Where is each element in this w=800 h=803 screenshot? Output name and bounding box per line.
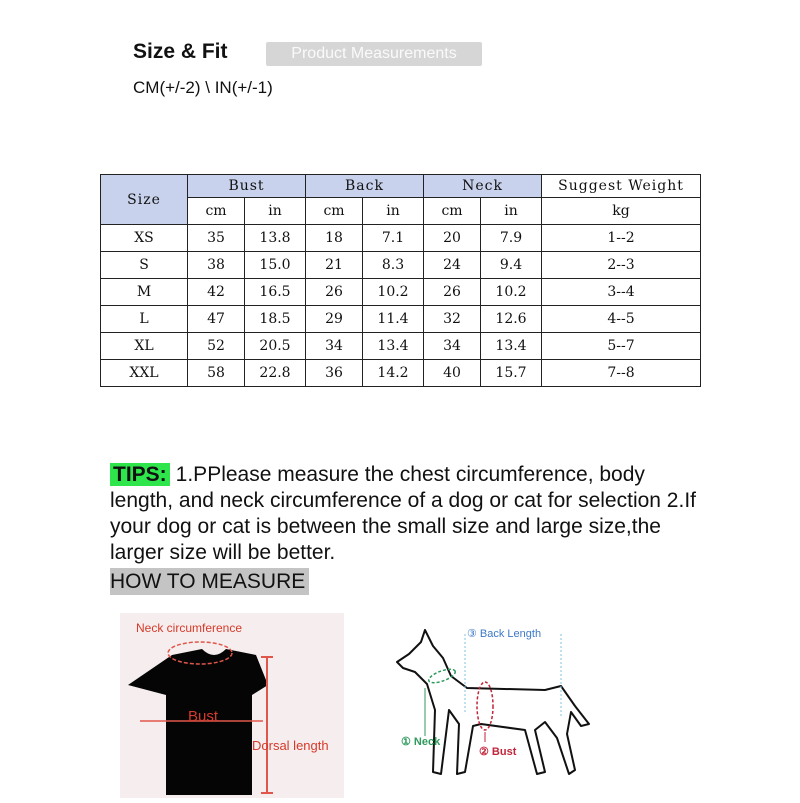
table-cell: 5--7 — [542, 333, 701, 360]
back-length-label: ③ Back Length — [467, 628, 542, 640]
table-cell: 2--3 — [542, 252, 701, 279]
table-cell: 22.8 — [245, 360, 306, 387]
table-cell: 34 — [306, 333, 363, 360]
table-cell: M — [101, 279, 188, 306]
table-cell: 42 — [188, 279, 245, 306]
table-cell: 7--8 — [542, 360, 701, 387]
table-cell: 14.2 — [363, 360, 424, 387]
table-cell: 11.4 — [363, 306, 424, 333]
unit-header: kg — [542, 198, 701, 225]
back-header: Back — [306, 175, 424, 198]
table-cell: 16.5 — [245, 279, 306, 306]
table-cell: XL — [101, 333, 188, 360]
table-cell: 3--4 — [542, 279, 701, 306]
table-row — [101, 279, 701, 306]
table-cell: 26 — [424, 279, 481, 306]
table-cell: 34 — [424, 333, 481, 360]
unit-header: in — [481, 198, 542, 225]
table-cell: 7.1 — [363, 225, 424, 252]
size-header: Size — [101, 175, 188, 225]
table-cell: 9.4 — [481, 252, 542, 279]
table-cell: 20.5 — [245, 333, 306, 360]
how-to-measure-heading: HOW TO MEASURE — [110, 568, 309, 595]
table-cell: 7.9 — [481, 225, 542, 252]
page-title: Size & Fit — [133, 40, 228, 63]
table-cell: L — [101, 306, 188, 333]
neck-label: Neck circumference — [136, 621, 243, 635]
weight-header: Suggest Weight — [542, 175, 701, 198]
unit-header: in — [245, 198, 306, 225]
table-cell: 4--5 — [542, 306, 701, 333]
unit-header: cm — [424, 198, 481, 225]
table-row — [101, 360, 701, 387]
unit-header: cm — [306, 198, 363, 225]
table-row — [101, 225, 701, 252]
table-cell: 15.0 — [245, 252, 306, 279]
table-cell: 47 — [188, 306, 245, 333]
dog-diagram-svg — [385, 614, 610, 794]
table-cell: 18 — [306, 225, 363, 252]
table-cell: 26 — [306, 279, 363, 306]
table-cell: 40 — [424, 360, 481, 387]
dog-diagram — [385, 614, 610, 794]
table-cell: 52 — [188, 333, 245, 360]
table-cell: S — [101, 252, 188, 279]
shirt-diagram — [120, 613, 344, 798]
neck-header: Neck — [424, 175, 542, 198]
units-note: CM(+/-2) \ IN(+/-1) — [133, 78, 273, 97]
table-row — [101, 333, 701, 360]
unit-header: in — [363, 198, 424, 225]
table-cell: 10.2 — [481, 279, 542, 306]
table-cell: 1--2 — [542, 225, 701, 252]
product-measurements-badge: Product Measurements — [266, 42, 482, 66]
table-cell: 15.7 — [481, 360, 542, 387]
dorsal-label: Dorsal length — [252, 738, 329, 753]
table-cell: XXL — [101, 360, 188, 387]
table-cell: 35 — [188, 225, 245, 252]
bust-label: ② Bust — [479, 746, 517, 758]
table-cell: 24 — [424, 252, 481, 279]
tips-block — [110, 462, 710, 566]
table-cell: 8.3 — [363, 252, 424, 279]
table-cell: 10.2 — [363, 279, 424, 306]
table-row — [101, 306, 701, 333]
table-cell: 58 — [188, 360, 245, 387]
tips-label: TIPS: — [110, 463, 170, 486]
neck-label: ① Neck — [401, 736, 441, 748]
table-cell: 32 — [424, 306, 481, 333]
table-cell: 38 — [188, 252, 245, 279]
unit-header: cm — [188, 198, 245, 225]
table-cell: 18.5 — [245, 306, 306, 333]
bust-label: Bust — [188, 708, 219, 725]
bust-header: Bust — [188, 175, 306, 198]
table-row — [101, 252, 701, 279]
size-table — [100, 174, 701, 387]
table-cell: 13.4 — [363, 333, 424, 360]
table-cell: 12.6 — [481, 306, 542, 333]
tips-text: 1.PPlease measure the chest circumference, body length, and neck circumference of a dog or cat for selection 2.If your dog or cat is between the small size and large size,the larger size will be better. — [110, 463, 696, 564]
shirt-diagram-svg — [120, 613, 344, 798]
table-cell: 21 — [306, 252, 363, 279]
table-cell: 13.8 — [245, 225, 306, 252]
table-cell: XS — [101, 225, 188, 252]
table-cell: 13.4 — [481, 333, 542, 360]
table-cell: 20 — [424, 225, 481, 252]
table-cell: 36 — [306, 360, 363, 387]
table-cell: 29 — [306, 306, 363, 333]
